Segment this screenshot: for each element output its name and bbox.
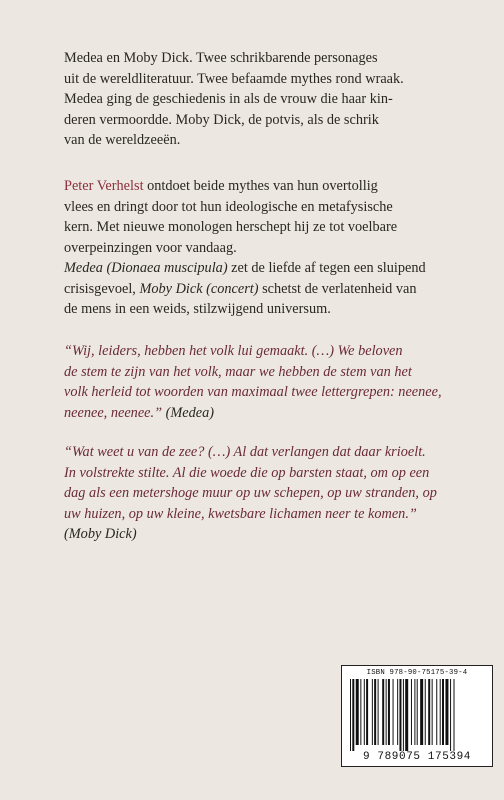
quote-text: neenee, neenee.” (64, 404, 163, 421)
intro-paragraph (64, 48, 448, 151)
description-text: zet de liefde af tegen een sluipend (227, 260, 426, 276)
medea-title: Medea (Dionaea muscipula) (64, 260, 228, 276)
barcode-bar (450, 679, 451, 751)
barcode-bar (393, 679, 394, 745)
quote-line: uw huizen, op uw kleine, kwetsbare lichamen neer te komen.” (64, 505, 417, 522)
barcode-bar (414, 679, 415, 745)
quote-attribution: (Moby Dick) (64, 526, 137, 542)
barcode-bar (378, 679, 379, 745)
barcode-bar (366, 679, 368, 745)
quote-line: de stem te zijn van het volk, maar we hebben de stem van het (64, 363, 412, 380)
description-line (64, 176, 448, 197)
barcode-bar (425, 679, 426, 745)
intro-line: uit de wereldliteratuur. Twee befaamde mythes rond wraak. (64, 70, 404, 87)
barcode-bar (436, 679, 437, 745)
barcode-bar (350, 679, 351, 751)
barcode-bar (440, 679, 441, 745)
isbn-barcode (341, 665, 493, 767)
barcode-bar (397, 679, 398, 745)
barcode-bar (442, 679, 444, 745)
medea-quote (64, 341, 448, 423)
quote-line (64, 403, 448, 424)
barcode-bar (417, 679, 418, 745)
barcode-bar (428, 679, 430, 745)
description-line: de mens in een weids, stilzwijgend universum. (64, 301, 331, 317)
author-name: Peter Verhelst (64, 178, 144, 194)
moby-dick-quote (64, 442, 448, 545)
barcode-bar (403, 679, 404, 751)
barcode-bar (445, 679, 448, 745)
intro-line: Medea ging de geschiedenis in als de vrouw die haar kin- (64, 91, 393, 107)
description-line (64, 258, 448, 279)
description-line (64, 279, 448, 300)
barcode-bar (372, 679, 373, 745)
barcode-bar (386, 679, 387, 745)
intro-line: van de wereldzeeën. (64, 132, 181, 148)
description-text: crisisgevoel, (64, 280, 140, 297)
barcode-digits: 9 789075 175394 (362, 751, 472, 763)
barcode-bar (356, 679, 359, 745)
barcode-bar (399, 679, 401, 751)
moby-dick-title: Moby Dick (concert) (139, 280, 259, 297)
barcode-bar (374, 679, 376, 745)
intro-line: Medea en Moby Dick. Twee schrikbarende personages (64, 50, 378, 66)
barcode-bar (360, 679, 361, 745)
barcode-bar (411, 679, 412, 745)
isbn-label: ISBN 978-90-75175-39-4 (366, 669, 468, 677)
barcode-bar (364, 679, 365, 745)
quote-line: “Wat weet u van de zee? (…) Al dat verlangen dat daar krioelt. (64, 444, 426, 460)
intro-line: deren vermoordde. Moby Dick, de potvis, als de schrik (64, 111, 379, 128)
description-paragraph (64, 176, 448, 320)
barcode-bar (388, 679, 390, 745)
quote-line: In volstrekte stilte. Al die woede die op barsten staat, om op een (64, 464, 430, 481)
quote-line: volk herleid tot woorden van maximaal twee lettergrepen: neenee, (64, 384, 442, 400)
barcode-bar (454, 679, 455, 751)
description-line: vlees en dringt door tot hun ideologische en metafysische (64, 198, 393, 215)
quote-line: “Wij, leiders, hebben het volk lui gemaakt. (…) We beloven (64, 343, 403, 359)
description-line: kern. Met nieuwe monologen herschept hij ze tot voelbare (64, 219, 398, 235)
barcode-bar (420, 679, 423, 745)
barcode-bar (405, 679, 408, 751)
barcode-bar (352, 679, 354, 751)
description-text: schetst de verlatenheid van (258, 280, 417, 297)
description-line: overpeinzingen voor vandaag. (64, 239, 237, 256)
barcode-bars (350, 679, 484, 751)
barcode-bar (382, 679, 384, 745)
quote-attribution: (Medea) (162, 404, 215, 421)
barcode-bar (432, 679, 433, 745)
description-text: ontdoet beide mythes van hun overtollig (143, 178, 378, 194)
quote-line: dag als een metershoge muur op uw schepen, op uw stranden, op (64, 485, 437, 501)
